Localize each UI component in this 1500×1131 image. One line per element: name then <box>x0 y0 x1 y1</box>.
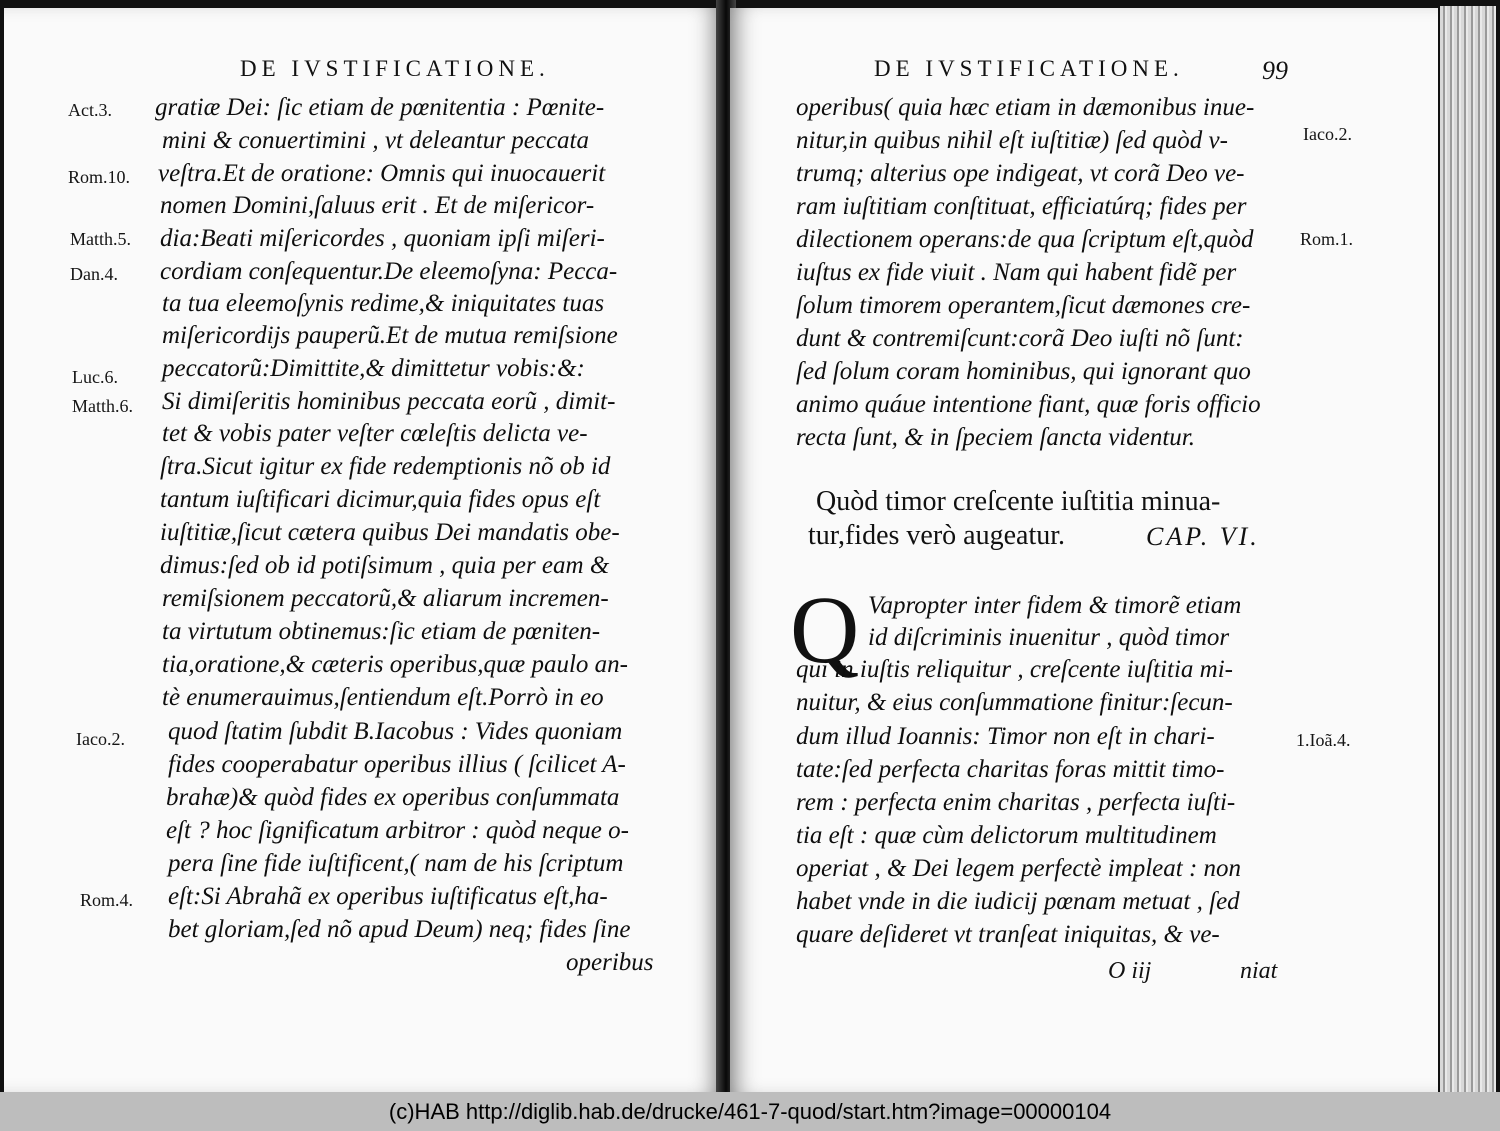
right-catchword: niat <box>1240 958 1278 984</box>
left-line: eſt ? hoc ſignificatum arbitror : quòd neque o- <box>166 817 629 844</box>
right-line: ſolum timorem operantem,ſicut dæmones cre- <box>796 292 1251 319</box>
left-line: dimus:ſed ob id potiſsimum , quia per eam & <box>160 552 610 579</box>
right-line: iuſtus ex fide viuit . Nam qui habent fidẽ per <box>796 259 1237 286</box>
left-line: tet & vobis pater veſter cœleſtis delicta ve- <box>162 420 588 447</box>
left-line: remiſsionem peccatorũ,& aliarum incremen- <box>162 585 609 612</box>
chapter-line: quare deſideret vt tranſeat iniquitas, & ve- <box>796 921 1220 948</box>
left-line: ta virtutum obtinemus:ſic etiam de pœniten- <box>162 618 601 645</box>
margin-note: Rom.4. <box>80 890 134 910</box>
right-line: ſed ſolum coram hominibus, qui ignorant quo <box>796 358 1251 385</box>
drop-cap: Q <box>790 576 860 683</box>
chapter-line: id diſcriminis inuenitur , quòd timor <box>868 624 1230 651</box>
margin-note: Rom.10. <box>68 167 131 187</box>
chapter-line: tia eſt : quæ cùm delictorum multitudinem <box>796 822 1217 849</box>
margin-note: Dan.4. <box>70 264 118 284</box>
right-line: dunt & contremiſcunt:corã Deo iuſti nõ ſunt: <box>796 325 1244 352</box>
left-line: gratiæ Dei: ſic etiam de pœnitentia : Pœnite- <box>155 94 605 121</box>
left-catchword: operibus <box>566 949 654 976</box>
right-line: animo quáue intentione fiant, quæ foris officio <box>796 391 1261 418</box>
left-line: mini & conuertimini , vt deleantur peccata <box>162 127 589 154</box>
margin-note: Rom.1. <box>1300 229 1354 249</box>
margin-note: 1.Ioã.4. <box>1296 730 1351 750</box>
right-running-header: DE IVSTIFICATIONE. <box>874 56 1184 81</box>
right-line: dilectionem operans:de qua ſcriptum eſt,quòd <box>796 226 1254 253</box>
margin-note: Iaco.2. <box>76 729 125 749</box>
right-line: ram iuſtitiam conſtituat, efficiatúrq; fides per <box>796 193 1247 220</box>
chapter-title: Quòd timor creſcente iuſtitia minua- <box>816 486 1221 517</box>
left-line: quod ſtatim ſubdit B.Iacobus : Vides quoniam <box>168 718 623 745</box>
left-line: fides cooperabatur operibus illius ( ſcilicet A- <box>168 751 626 778</box>
copyright-url: (c)HAB http://diglib.hab.de/drucke/461-7-quod/start.htm?image=00000104 <box>388 1098 1112 1124</box>
left-line: veſtra.Et de oratione: Omnis qui inuocauerit <box>158 160 606 187</box>
chapter-line: tate:ſed perfecta charitas foras mittit timo- <box>796 756 1225 783</box>
right-line: recta ſunt, & in ſpeciem ſancta videntur. <box>796 424 1195 451</box>
right-line: trumq; alterius ope indigeat, vt corã Deo ve- <box>796 160 1245 187</box>
left-line: miſericordijs pauperũ.Et de mutua remiſsione <box>162 322 618 349</box>
chapter-line: nuitur, & eius conſummatione finitur:ſecun- <box>796 689 1233 716</box>
left-line: eſt:Si Abrahã ex operibus iuſtificatus eſt,ha- <box>168 883 608 910</box>
left-line: brahæ)& quòd fides ex operibus conſummata <box>166 784 620 811</box>
left-line: Si dimiſeritis hominibus peccata eorũ , dimit- <box>162 388 616 415</box>
signature-mark: O iij <box>1108 958 1152 984</box>
left-line: dia:Beati miſericordes , quoniam ipſi miſeri- <box>160 225 605 252</box>
left-line: nomen Domini,ſaluus erit . Et de miſericor- <box>160 192 595 219</box>
left-line: pera ſine fide iuſtificent,( nam de his ſcriptum <box>168 850 624 877</box>
chapter-line: rem : perfecta enim charitas , perfecta iuſti- <box>796 789 1236 816</box>
left-line: peccatorũ:Dimittite,& dimittetur vobis:&: <box>162 355 585 382</box>
left-running-header: DE IVSTIFICATIONE. <box>240 56 550 81</box>
page-number: 99 <box>1262 56 1288 85</box>
margin-note: Iaco.2. <box>1303 124 1352 144</box>
chapter-line: Vapropter inter fidem & timorẽ etiam <box>868 592 1242 619</box>
chapter-title: tur,fides verò augeatur. <box>808 520 1066 551</box>
left-line: tantum iuſtificari dicimur,quia fides opus eſt <box>160 486 601 513</box>
left-line: tia,oratione,& cæteris operibus,quæ paulo an- <box>162 651 628 678</box>
left-line: cordiam conſequentur.De eleemoſyna: Pecca- <box>160 258 618 285</box>
chapter-line: operiat , & Dei legem perfectè impleat : non <box>796 855 1242 882</box>
left-line: iuſtitiæ,ſicut cætera quibus Dei mandatis obe- <box>160 519 620 546</box>
left-line: ta tua eleemoſynis redime,& iniquitates tuas <box>162 290 605 317</box>
chapter-line: habet vnde in die iudicij pœnam metuat , ſed <box>796 888 1240 915</box>
left-line: bet gloriam,ſed nõ apud Deum) neq; fides ſine <box>168 916 631 943</box>
chapter-line: qui in iuſtis reliquitur , creſcente iuſtitia mi- <box>796 656 1233 683</box>
left-line: ſtra.Sicut igitur ex fide redemptionis nõ ob id <box>160 453 611 480</box>
margin-note: Luc.6. <box>72 367 118 387</box>
margin-note: Matth.6. <box>72 396 133 416</box>
chapter-label: CAP. VI. <box>1146 522 1260 551</box>
left-line: tè enumerauimus,ſentiendum eſt.Porrò in eo <box>162 684 604 711</box>
right-line: operibus( quia hæc etiam in dæmonibus inue- <box>796 94 1255 121</box>
chapter-line: dum illud Ioannis: Timor non eſt in chari- <box>796 723 1215 750</box>
right-line: nitur,in quibus nihil eſt iuſtitiæ) ſed quòd v- <box>796 127 1228 154</box>
margin-note: Matth.5. <box>70 229 131 249</box>
page-edges <box>1440 6 1496 1092</box>
footer-bar <box>0 1092 1500 1131</box>
margin-note: Act.3. <box>68 100 112 120</box>
